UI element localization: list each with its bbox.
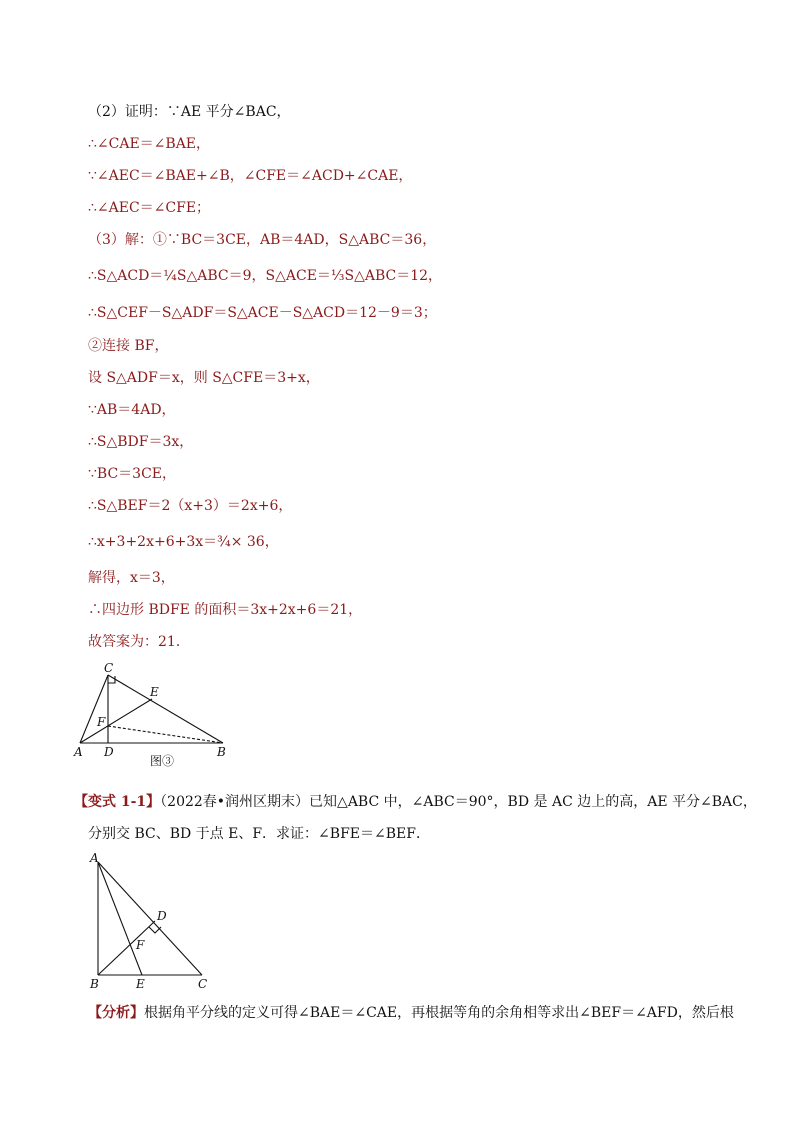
segment-ac — [80, 675, 108, 743]
solution-line-9: 设 S△ADF＝x，则 S△CFE＝3+x， — [88, 370, 320, 386]
segment-cb — [108, 675, 223, 743]
analysis-text: 根据角平分线的定义可得∠BAE＝∠CAE，再根据等角的余角相等求出∠BEF＝∠AFD，然后根 — [144, 1005, 734, 1021]
figure-caption: 图③ — [150, 754, 175, 768]
label-f: F — [97, 715, 106, 729]
solution-line-1: （2）证明：∵AE 平分∠BAC， — [88, 104, 291, 120]
solution-line-11: ∴S△BDF＝3x， — [88, 434, 194, 450]
label-f: F — [136, 938, 145, 952]
label-b: B — [217, 745, 226, 759]
variant-question-line-1 — [74, 792, 757, 812]
solution-line-13: ∴S△BEF＝2（x+3）＝2x+6， — [88, 498, 293, 514]
solution-line-17: 故答案为：21． — [88, 634, 190, 650]
solution-line-12: ∵BC＝3CE， — [88, 466, 177, 482]
solution-line-7: ∴S△CEF－S△ADF＝S△ACE－S△ACD＝12－9＝3； — [88, 305, 437, 321]
figure-variant — [80, 850, 220, 995]
variant-tag: 【变式 1-1】 — [74, 794, 161, 810]
label-e: E — [150, 685, 159, 699]
segment-bf-dashed — [108, 726, 223, 743]
segment-ae — [80, 699, 152, 743]
solution-line-8: ②连接 BF， — [88, 338, 169, 354]
label-b: B — [90, 977, 99, 991]
solution-line-15: 解得，x＝3， — [88, 570, 175, 586]
segment-ae — [98, 862, 142, 975]
figure-variant-diagram — [80, 850, 220, 995]
figure-3-diagram — [70, 660, 240, 770]
label-a: A — [90, 851, 99, 865]
segment-ac — [98, 862, 202, 975]
label-c: C — [198, 977, 208, 991]
variant-question-line-2: 分别交 BC、BD 于点 E、F．求证：∠BFE＝∠BEF． — [88, 826, 430, 842]
solution-line-6: ∴S△ACD＝¼S△ABC＝9，S△ACE＝⅓S△ABC＝12， — [88, 268, 443, 284]
solution-line-3: ∵∠AEC＝∠BAE+∠B，∠CFE＝∠ACD+∠CAE， — [88, 168, 413, 184]
solution-line-4: ∴∠AEC＝∠CFE； — [88, 200, 211, 216]
label-e: E — [136, 977, 145, 991]
solution-line-10: ∵AB＝4AD， — [88, 402, 176, 418]
analysis-line — [88, 1003, 734, 1023]
solution-line-16: ∴四边形 BDFE 的面积＝3x+2x+6＝21， — [88, 602, 363, 618]
solution-line-14: ∴x+3+2x+6+3x＝¾× 36， — [88, 534, 279, 550]
figure-3 — [70, 660, 240, 770]
label-d: D — [157, 909, 167, 923]
solution-line-2: ∴∠CAE＝∠BAE， — [88, 136, 211, 152]
analysis-tag: 【分析】 — [88, 1005, 144, 1021]
label-d: D — [104, 745, 114, 759]
variant-text-1: （2022春•润州区期末）已知△ABC 中，∠ABC＝90°，BD 是 AC 边上的高，AE 平分∠BAC， — [160, 794, 757, 810]
solution-line-5: （3）解：①∵BC＝3CE，AB＝4AD，S△ABC＝36， — [88, 232, 437, 248]
segment-bd — [98, 921, 155, 975]
label-a: A — [74, 745, 83, 759]
label-c: C — [104, 661, 114, 675]
